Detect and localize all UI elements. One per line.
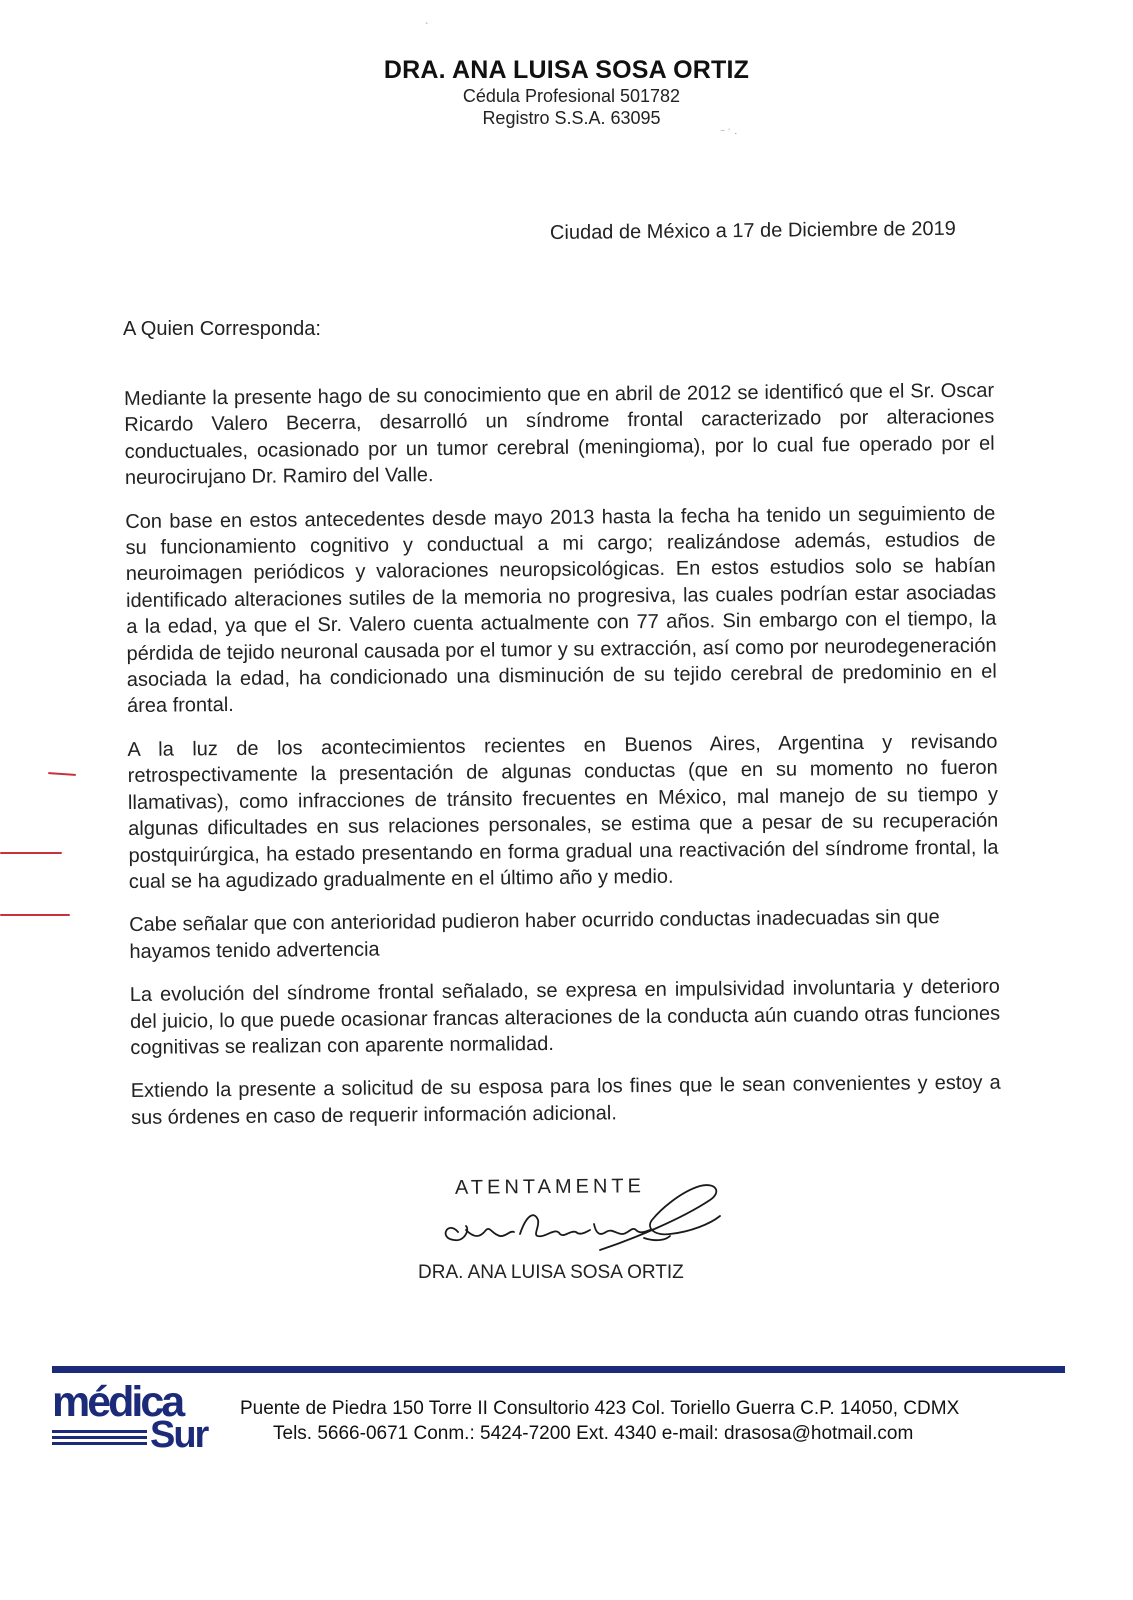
letter-body <box>124 378 1001 1148</box>
health-registry: Registro S.S.A. 63095 <box>482 108 661 128</box>
letter-date: Ciudad de México a 17 de Diciembre de 2019 <box>549 217 956 244</box>
logo-text-top: médica <box>52 1378 183 1426</box>
handwritten-signature <box>430 1180 730 1260</box>
paragraph-2: Con base en estos antecedentes desde mayo 2013 hasta la fecha ha tenido un seguimiento de su funcionamiento cognitivo y conductual a mi cargo; realizándose además, estudios de neuroimagen periódicos y valoraciones neuropsicológicas. En estos estudios solo se habían identificado alteraciones sutiles de la memoria no progresiva, las cuales podrían estar asociadas a la edad, ya que el Sr. Valero cuenta actualmente con 77 años. Sin embargo con el tiempo, la pérdida de tejido neuronal causada por el tumor y su extracción, así como por neurodegeneración asociada la edad, ha condicionado una disminución de su tejido cerebral de predominio en el área frontal. <box>125 502 997 718</box>
scan-speck: ` <box>425 22 429 33</box>
paragraph-6: Extiendo la presente a solicitud de su esposa para los fines que le sean convenientes y estoy a sus órdenes en caso de requerir información adicional. <box>130 1071 1001 1129</box>
signer-name: DRA. ANA LUISA SOSA ORTIZ <box>418 1262 684 1283</box>
red-margin-mark <box>48 772 76 776</box>
paragraph-4: Cabe señalar que con anterioridad pudieron haber ocurrido conductas inadecuadas sin que hayamos tenido advertencia <box>129 906 940 963</box>
logo-text-bottom: Sur <box>150 1414 208 1456</box>
logo-stripe <box>52 1430 147 1433</box>
medica-sur-logo <box>52 1378 222 1456</box>
address-line-1: Puente de Piedra 150 Torre II Consultorio 423 Col. Toriello Guerra C.P. 14050, CDMX <box>240 1398 960 1419</box>
closing: ATENTAMENTE <box>454 1175 646 1199</box>
footer-address <box>240 1396 959 1446</box>
scan-speck: ⁻ ˙ · <box>720 128 738 139</box>
paragraph-5: La evolución del síndrome frontal señalado, se expresa en impulsividad involuntaria y deterioro del juicio, lo que puede ocasionar francas alteraciones de la conducta aún cuando otras funciones cognitivas se realizan con aparente normalidad. <box>129 975 1001 1059</box>
salutation: A Quien Corresponda: <box>123 318 321 340</box>
red-margin-mark <box>0 914 70 916</box>
logo-stripe <box>52 1442 147 1445</box>
logo-stripe <box>52 1436 147 1439</box>
paragraph-1: Mediante la presente hago de su conocimiento que en abril de 2012 se identificó que el Sr. Oscar Ricardo Valero Becerra, desarrolló un síndrome frontal caracterizado por alteraciones conductuales, ocasionado por un tumor cerebral (meningioma), por lo cual fue operado por el neurocirujano Dr. Ramiro del Valle. <box>124 379 995 490</box>
footer-divider <box>52 1366 1065 1373</box>
doctor-name: DRA. ANA LUISA SOSA ORTIZ <box>383 56 750 84</box>
red-margin-mark <box>0 852 62 854</box>
professional-license: Cédula Profesional 501782 <box>462 86 681 106</box>
letterhead <box>0 56 1133 129</box>
paragraph-3: A la luz de los acontecimientos recientes en Buenos Aires, Argentina y revisando retrospectivamente la presentación de algunas conductas (que en su momento no fueron llamativas), como infracciones de tránsito frecuentes en México, mal manejo de su tiempo y algunas dificultades en sus relaciones personales, se estima que a pesar de su recuperación postquirúrgica, ha estado presentando en forma gradual una reactivación del síndrome frontal, la cual se ha agudizado gradualmente en el último año y medio. <box>127 730 999 893</box>
address-line-2: Tels. 5666-0671 Conm.: 5424-7200 Ext. 4340 e-mail: drasosa@hotmail.com <box>273 1423 914 1444</box>
